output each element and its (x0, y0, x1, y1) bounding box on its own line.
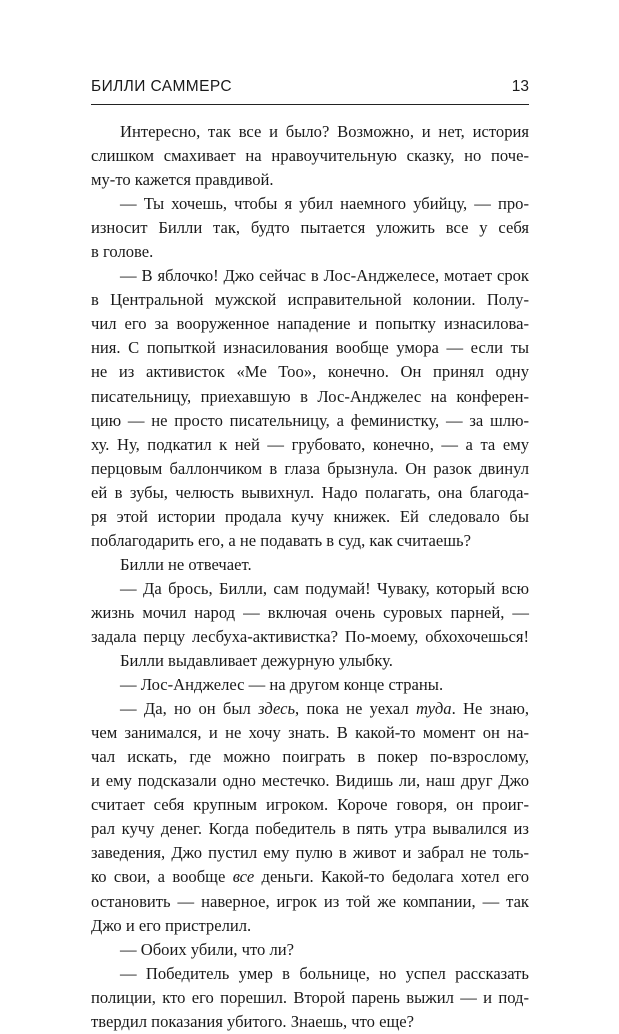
text-line: цию — не просто писательницу, а феминистку, — за шлю- (91, 410, 529, 430)
text-line: — Победитель умер в больнице, но успел рассказать (120, 963, 529, 983)
text-line: износит Билли так, будто пытается уложить все у себя (91, 218, 529, 238)
text-line: ния. С попыткой изнасилования вообще умора — если ты (91, 338, 529, 358)
text-line: жизнь мочил народ — включая очень суровых парней, — (91, 602, 529, 622)
text-line: полиции, кто его порешил. Второй парень выжил — и под- (91, 987, 529, 1007)
text-line: в Центральной мужской исправительной колонии. Полу- (91, 290, 529, 310)
text-line: чил его за вооруженное нападение и попытку изнасилова- (91, 314, 529, 334)
text-line: твердил показания убитого. Знаешь, что еще? (91, 1011, 414, 1031)
text-line: Билли выдавливает дежурную улыбку. (120, 651, 393, 671)
header-rule (91, 104, 529, 105)
text-line: задала перцу лесбуха-активистка? По-моему, обхохочешься! (91, 626, 529, 646)
text-line: Джо и его пристрелил. (91, 915, 252, 935)
text-line: перцовым баллончиком в глаза брызнула. Он разок двинул (91, 458, 529, 478)
text-line: — Ты хочешь, чтобы я убил наемного убийцу, — про- (120, 194, 529, 214)
text-line: и ему подсказали одно местечко. Видишь ли, наш друг Джо (91, 771, 529, 791)
text-line: в голове. (91, 242, 154, 262)
body-text (91, 120, 529, 1034)
text-line: — Да, но он был здесь, пока не уехал туда. Не знаю, (120, 699, 530, 719)
text-line: остановить — наверное, игрок из той же компании, — так (91, 891, 529, 911)
text-line: ко свои, а вообще все деньги. Какой-то бедолага хотел его (91, 867, 529, 887)
text-line: му-то кажется правдивой. (91, 170, 274, 190)
text-line: не из активисток «Me Too», конечно. Он принял одну (91, 362, 529, 382)
text-line: — В яблочко! Джо сейчас в Лос-Анджелесе, мотает срок (120, 266, 529, 286)
text-line: ря этой истории продала кучу книжек. Ей следовало бы (91, 506, 529, 526)
text-line: чал искать, где можно поиграть в покер по-взрослому, (91, 747, 529, 767)
text-line: Интересно, так все и было? Возможно, и нет, история (120, 122, 529, 141)
text-line: ху. Ну, подкатил к ней — грубовато, конечно, — а та ему (91, 434, 529, 454)
text-line: считает себя крупным игроком. Короче говоря, он проиг- (91, 795, 529, 815)
text-line: чем занимался, и не хочу знать. В какой-то момент он на- (91, 723, 529, 743)
text-line: писательницу, приехавшую в Лос-Анджелес на конферен- (91, 386, 529, 406)
text-line: слишком смахивает на нравоучительную сказку, но поче- (91, 146, 529, 166)
page-number: 13 (511, 78, 529, 95)
running-title: БИЛЛИ САММЕРС (91, 78, 233, 95)
running-header (91, 78, 529, 100)
text-line: Билли не отвечает. (120, 554, 252, 574)
text-line: — Лос-Анджелес — на другом конце страны. (120, 675, 444, 695)
text-line: заведения, Джо пустил ему пулю в живот и забрал не толь- (91, 843, 529, 863)
text-line: ей в зубы, челюсть вывихнул. Надо полагать, она благода- (91, 482, 529, 502)
text-line: — Да брось, Билли, сам подумай! Чуваку, который всю (120, 578, 529, 598)
text-line: — Обоих убили, что ли? (120, 939, 294, 959)
text-line: рал кучу денег. Когда победитель в пять утра вывалился из (91, 819, 529, 839)
text-line: поблагодарить его, а не подавать в суд, как считаешь? (91, 530, 471, 550)
